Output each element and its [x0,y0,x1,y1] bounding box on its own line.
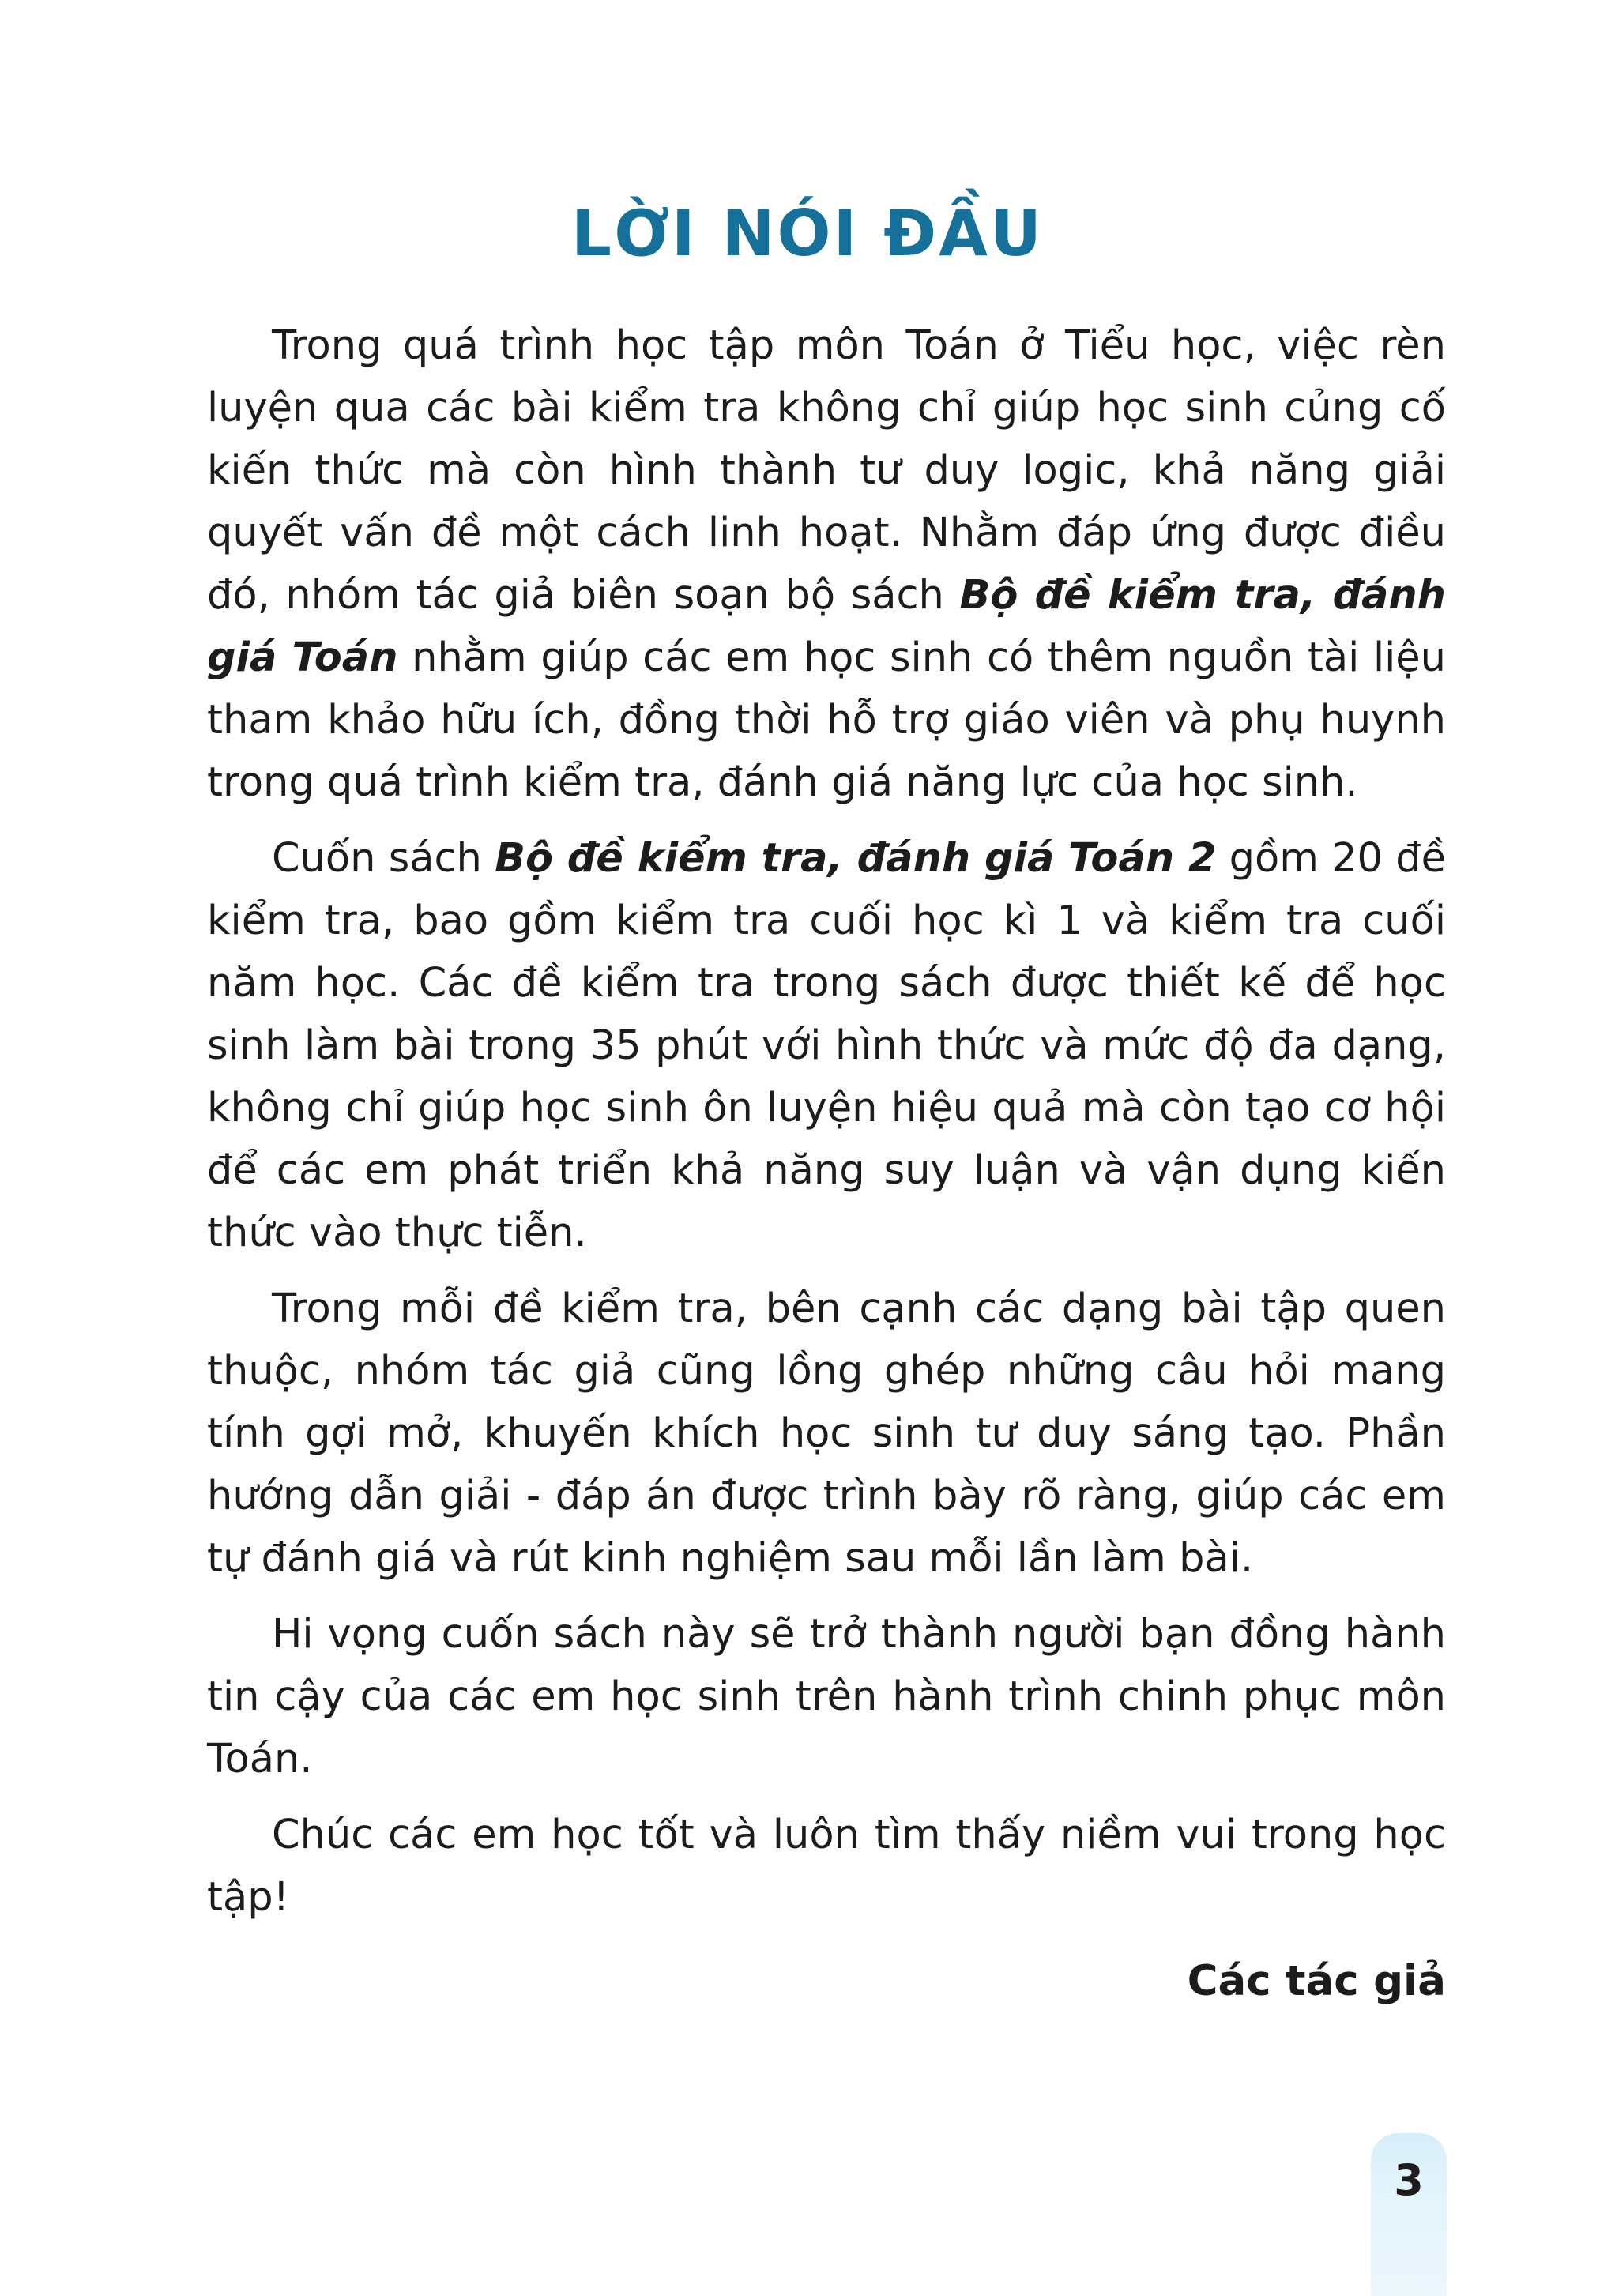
paragraph-3: Trong mỗi đề kiểm tra, bên cạnh các dạng bài tập quen thuộc, nhóm tác giả cũng lồng ghép những câu hỏi mang tính gợi mở, khuyến khích học sinh tư duy sáng tạo. Phần hướng dẫn giải - đáp án được trình bày rõ ràng, giúp các em tự đánh giá và rút kinh nghiệm sau mỗi lần làm bài. [207,1285,1446,1582]
signature: Các tác giả [1187,1957,1446,2005]
paragraph-2-text-end: gồm 20 đề kiểm tra, bao gồm kiểm tra cuối học kì 1 và kiểm tra cuối năm học. Các đề kiểm tra trong sách được thiết kế để học sinh làm bài trong 35 phút với hình thức và mức độ đa dạng, không chỉ giúp học sinh ôn luyện hiệu quả mà còn tạo cơ hội để các em phát triển khả năng suy luận và vận dụng kiến thức vào thực tiễn. [207,835,1446,1256]
paragraph-1 [207,314,1446,814]
paragraph-1-text-start: Trong quá trình học tập môn Toán ở Tiểu học, việc rèn luyện qua các bài kiểm tra không chỉ giúp học sinh củng cố kiến thức mà còn hình thành tư duy logic, khả năng giải quyết vấn đề một cách linh hoạt. Nhằm đáp ứng được điều đó, nhóm tác giả biên soạn bộ sách [207,322,1446,619]
page-title: LỜI NÓI ĐẦU [571,196,1044,270]
page-number: 3 [1394,2155,1424,2205]
paragraph-5: Chúc các em học tốt và luôn tìm thấy niềm vui trong học tập! [207,1812,1446,1921]
paragraph-1-text-end: nhằm giúp các em học sinh có thêm nguồn tài liệu tham khảo hữu ích, đồng thời hỗ trợ giáo viên và phụ huynh trong quá trình kiểm tra, đánh giá năng lực của học sinh. [207,634,1446,806]
book-title: Bộ đề kiểm tra, đánh giá Toán 2 [495,835,1217,882]
preface-body [207,314,1446,1942]
paragraph-2 [207,827,1446,1264]
paragraph-4: Hi vọng cuốn sách này sẽ trở thành người bạn đồng hành tin cậy của các em học sinh trên hành trình chinh phục môn Toán. [207,1611,1446,1782]
book-series-title: Bộ đề kiểm tra, đánh giá Toán [207,572,1446,681]
paragraph-2-text-start: Cuốn sách [272,835,495,882]
